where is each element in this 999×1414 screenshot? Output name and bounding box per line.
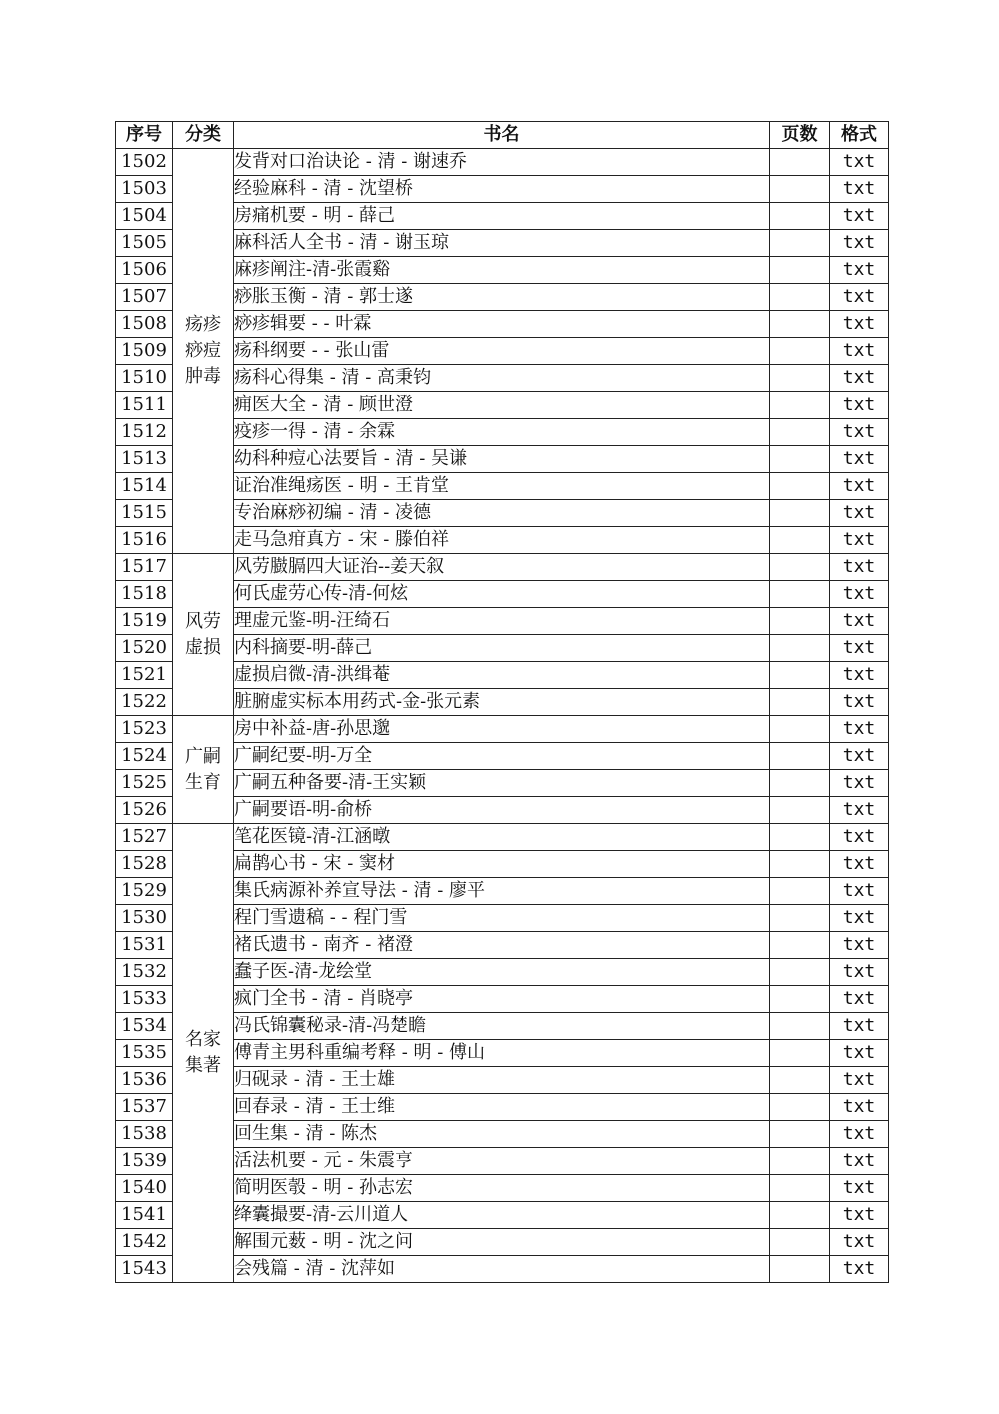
row-number: 1543: [116, 1256, 173, 1283]
header-row: [116, 122, 889, 149]
file-format: txt: [830, 932, 889, 959]
file-format: txt: [830, 1013, 889, 1040]
book-title: 疫疹一得 - 清 - 余霖: [234, 419, 770, 446]
file-format: txt: [830, 716, 889, 743]
page-count: [770, 257, 830, 284]
file-format: txt: [830, 878, 889, 905]
file-format: txt: [830, 446, 889, 473]
header-pages: 页数: [770, 122, 830, 149]
header-title: 书名: [234, 122, 770, 149]
category-label-line: 广嗣: [185, 745, 221, 767]
row-number: 1513: [116, 446, 173, 473]
book-title: 绛囊撮要-清-云川道人: [234, 1202, 770, 1229]
file-format: txt: [830, 284, 889, 311]
file-format: txt: [830, 1175, 889, 1202]
file-format: txt: [830, 500, 889, 527]
file-format: txt: [830, 338, 889, 365]
book-title: 程门雪遗稿 - - 程门雪: [234, 905, 770, 932]
file-format: txt: [830, 1148, 889, 1175]
file-format: txt: [830, 149, 889, 176]
book-title: 扁鹊心书 - 宋 - 窦材: [234, 851, 770, 878]
file-format: txt: [830, 662, 889, 689]
page-count: [770, 392, 830, 419]
page-count: [770, 311, 830, 338]
book-title: 笔花医镜-清-江涵暾: [234, 824, 770, 851]
row-number: 1510: [116, 365, 173, 392]
file-format: txt: [830, 770, 889, 797]
book-title: 活法机要 - 元 - 朱震亨: [234, 1148, 770, 1175]
book-title: 发背对口治诀论 - 清 - 谢速乔: [234, 149, 770, 176]
page-count: [770, 446, 830, 473]
header-num: 序号: [116, 122, 173, 149]
row-number: 1529: [116, 878, 173, 905]
file-format: txt: [830, 176, 889, 203]
row-number: 1535: [116, 1040, 173, 1067]
table-row: [116, 824, 889, 851]
file-format: txt: [830, 527, 889, 554]
page-count: [770, 1202, 830, 1229]
book-title: 解围元薮 - 明 - 沈之问: [234, 1229, 770, 1256]
book-title: 广嗣要语-明-俞桥: [234, 797, 770, 824]
row-number: 1525: [116, 770, 173, 797]
file-format: txt: [830, 635, 889, 662]
table-row: [116, 716, 889, 743]
category-label: [173, 312, 233, 390]
file-format: txt: [830, 689, 889, 716]
file-format: txt: [830, 1040, 889, 1067]
row-number: 1516: [116, 527, 173, 554]
book-title: 麻疹阐注-清-张霞谿: [234, 257, 770, 284]
book-title: 痧疹辑要 - - 叶霖: [234, 311, 770, 338]
book-title: 蠢子医-清-龙绘堂: [234, 959, 770, 986]
file-format: txt: [830, 230, 889, 257]
page-count: [770, 851, 830, 878]
book-title: 疡科纲要 - - 张山雷: [234, 338, 770, 365]
row-number: 1534: [116, 1013, 173, 1040]
row-number: 1512: [116, 419, 173, 446]
file-format: txt: [830, 743, 889, 770]
page-count: [770, 419, 830, 446]
row-number: 1507: [116, 284, 173, 311]
file-format: txt: [830, 1256, 889, 1283]
page-count: [770, 203, 830, 230]
header-category: 分类: [173, 122, 234, 149]
file-format: txt: [830, 1229, 889, 1256]
book-title: 证治准绳疡医 - 明 - 王肯堂: [234, 473, 770, 500]
book-title: 简明医彀 - 明 - 孙志宏: [234, 1175, 770, 1202]
book-title: 广嗣五种备要-清-王实颖: [234, 770, 770, 797]
book-title: 疡科心得集 - 清 - 高秉钧: [234, 365, 770, 392]
table-row: [116, 554, 889, 581]
header-format: 格式: [830, 122, 889, 149]
book-title: 经验麻科 - 清 - 沈望桥: [234, 176, 770, 203]
category-cell: [173, 554, 234, 716]
row-number: 1523: [116, 716, 173, 743]
row-number: 1514: [116, 473, 173, 500]
page-count: [770, 1256, 830, 1283]
file-format: txt: [830, 1202, 889, 1229]
file-format: txt: [830, 311, 889, 338]
row-number: 1504: [116, 203, 173, 230]
row-number: 1520: [116, 635, 173, 662]
book-title: 风劳臌膈四大证治--姜天叙: [234, 554, 770, 581]
row-number: 1503: [116, 176, 173, 203]
category-cell: [173, 824, 234, 1283]
page-count: [770, 662, 830, 689]
table-body: [116, 149, 889, 1283]
page-count: [770, 1040, 830, 1067]
page-count: [770, 1148, 830, 1175]
page-count: [770, 770, 830, 797]
book-title: 走马急疳真方 - 宋 - 滕伯祥: [234, 527, 770, 554]
row-number: 1506: [116, 257, 173, 284]
file-format: txt: [830, 365, 889, 392]
page-count: [770, 905, 830, 932]
page-count: [770, 716, 830, 743]
category-label-line: 风劳: [185, 610, 221, 632]
category-cell: [173, 716, 234, 824]
table-row: [116, 149, 889, 176]
book-title: 集氏病源补养宣导法 - 清 - 廖平: [234, 878, 770, 905]
book-title: 冯氏锦囊秘录-清-冯楚瞻: [234, 1013, 770, 1040]
file-format: txt: [830, 959, 889, 986]
page-count: [770, 743, 830, 770]
row-number: 1536: [116, 1067, 173, 1094]
file-format: txt: [830, 851, 889, 878]
book-title: 幼科种痘心法要旨 - 清 - 吴谦: [234, 446, 770, 473]
row-number: 1532: [116, 959, 173, 986]
file-format: txt: [830, 392, 889, 419]
page-count: [770, 284, 830, 311]
file-format: txt: [830, 824, 889, 851]
row-number: 1526: [116, 797, 173, 824]
page-count: [770, 1094, 830, 1121]
row-number: 1521: [116, 662, 173, 689]
page-count: [770, 149, 830, 176]
category-label-line: 虚损: [185, 636, 221, 658]
file-format: txt: [830, 1094, 889, 1121]
category-label-line: 痧痘: [185, 340, 221, 361]
book-title: 痧胀玉衡 - 清 - 郭士遂: [234, 284, 770, 311]
row-number: 1518: [116, 581, 173, 608]
page-count: [770, 554, 830, 581]
row-number: 1509: [116, 338, 173, 365]
book-title: 脏腑虚实标本用药式-金-张元素: [234, 689, 770, 716]
page-count: [770, 797, 830, 824]
row-number: 1515: [116, 500, 173, 527]
row-number: 1522: [116, 689, 173, 716]
category-label: [173, 744, 233, 796]
row-number: 1528: [116, 851, 173, 878]
row-number: 1538: [116, 1121, 173, 1148]
page-count: [770, 878, 830, 905]
book-catalog-table: [115, 121, 889, 1283]
book-title: 会残篇 - 清 - 沈萍如: [234, 1256, 770, 1283]
book-title: 何氏虚劳心传-清-何炫: [234, 581, 770, 608]
row-number: 1508: [116, 311, 173, 338]
page-count: [770, 689, 830, 716]
file-format: txt: [830, 608, 889, 635]
page-count: [770, 986, 830, 1013]
row-number: 1542: [116, 1229, 173, 1256]
row-number: 1540: [116, 1175, 173, 1202]
book-title: 回春录 - 清 - 王士维: [234, 1094, 770, 1121]
book-title: 房痛机要 - 明 - 薛己: [234, 203, 770, 230]
row-number: 1539: [116, 1148, 173, 1175]
page-count: [770, 1229, 830, 1256]
page-count: [770, 608, 830, 635]
row-number: 1541: [116, 1202, 173, 1229]
book-title: 回生集 - 清 - 陈杰: [234, 1121, 770, 1148]
page-count: [770, 1013, 830, 1040]
category-label-line: 生育: [185, 771, 221, 793]
book-title: 广嗣纪要-明-万全: [234, 743, 770, 770]
category-label: [173, 609, 233, 661]
book-title: 疯门全书 - 清 - 肖晓亭: [234, 986, 770, 1013]
file-format: txt: [830, 419, 889, 446]
page-count: [770, 230, 830, 257]
row-number: 1531: [116, 932, 173, 959]
file-format: txt: [830, 1067, 889, 1094]
page-count: [770, 176, 830, 203]
row-number: 1530: [116, 905, 173, 932]
file-format: txt: [830, 1121, 889, 1148]
book-title: 归砚录 - 清 - 王士雄: [234, 1067, 770, 1094]
row-number: 1511: [116, 392, 173, 419]
page-count: [770, 365, 830, 392]
file-format: txt: [830, 257, 889, 284]
row-number: 1527: [116, 824, 173, 851]
file-format: txt: [830, 473, 889, 500]
category-cell: [173, 149, 234, 554]
book-title: 麻科活人全书 - 清 - 谢玉琼: [234, 230, 770, 257]
page-count: [770, 1067, 830, 1094]
page-count: [770, 1121, 830, 1148]
category-label-line: 集著: [185, 1055, 221, 1076]
page-count: [770, 338, 830, 365]
category-label-line: 疡疹: [185, 314, 221, 335]
book-title: 房中补益-唐-孙思邈: [234, 716, 770, 743]
category-label-line: 肿毒: [185, 366, 221, 387]
row-number: 1524: [116, 743, 173, 770]
page-count: [770, 500, 830, 527]
row-number: 1519: [116, 608, 173, 635]
row-number: 1502: [116, 149, 173, 176]
row-number: 1537: [116, 1094, 173, 1121]
book-title: 傅青主男科重编考释 - 明 - 傅山: [234, 1040, 770, 1067]
page-count: [770, 932, 830, 959]
row-number: 1505: [116, 230, 173, 257]
file-format: txt: [830, 203, 889, 230]
category-label: [173, 1027, 233, 1079]
file-format: txt: [830, 581, 889, 608]
file-format: txt: [830, 554, 889, 581]
book-title: 褚氏遗书 - 南齐 - 褚澄: [234, 932, 770, 959]
page-count: [770, 1175, 830, 1202]
file-format: txt: [830, 905, 889, 932]
book-title: 痈医大全 - 清 - 顾世澄: [234, 392, 770, 419]
row-number: 1533: [116, 986, 173, 1013]
page-count: [770, 581, 830, 608]
page-count: [770, 824, 830, 851]
row-number: 1517: [116, 554, 173, 581]
page-count: [770, 959, 830, 986]
page-count: [770, 473, 830, 500]
book-title: 专治麻痧初编 - 清 - 凌德: [234, 500, 770, 527]
book-title: 内科摘要-明-薛己: [234, 635, 770, 662]
file-format: txt: [830, 797, 889, 824]
page-count: [770, 527, 830, 554]
file-format: txt: [830, 986, 889, 1013]
book-title: 理虚元鉴-明-汪绮石: [234, 608, 770, 635]
category-label-line: 名家: [185, 1029, 221, 1050]
page-count: [770, 635, 830, 662]
book-title: 虚损启微-清-洪缉菴: [234, 662, 770, 689]
